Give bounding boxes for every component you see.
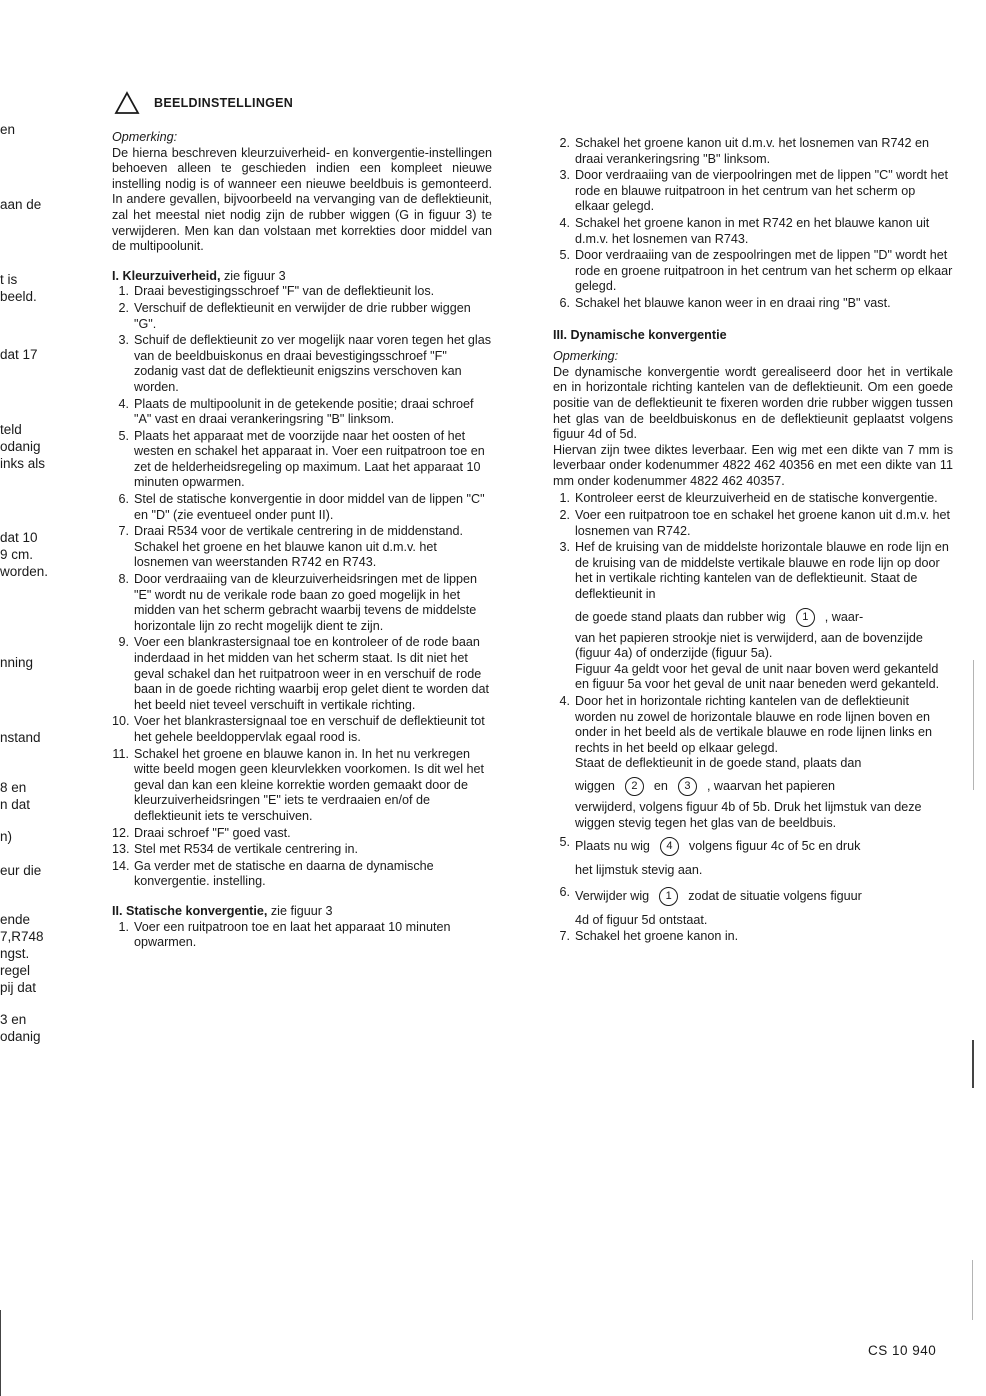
list-item [553, 885, 953, 929]
item-number: 7. [118, 524, 129, 539]
item-number: 4. [559, 215, 570, 230]
item-number: 2. [118, 300, 129, 315]
note-text: De dynamische konvergentie wordt gerealiseerd door het in vertikale en in horizontale richting kantelen van de deflektieunit. Om een goede positie van de deflektieunit te fixeren worden drie rubber wiggen tussen het glas van de beeldbuiskonus en de deflektieunit geplaatst volgens figuur 4d of 5d. [553, 364, 953, 442]
item-text: het lijmstuk stevig aan. [575, 863, 703, 878]
item-text: Schakel het groene kanon uit d.m.v. het losnemen van R742 en draai verankeringsring "B" linksom. [575, 136, 930, 166]
item-line [575, 606, 953, 628]
page-title: BEELDINSTELLINGEN [154, 96, 294, 110]
list-item [112, 301, 492, 332]
item-text: Voer het blankrastersignaal toe en verschuif de deflektieunit tot het gehele beeldoppervlak egaal rood is. [134, 714, 485, 744]
item-text: Kontroleer eerst de kleurzuiverheid en de statische konvergentie. [575, 491, 938, 506]
list-item [112, 635, 492, 713]
margin-fragment: teld odanig inks als [0, 422, 46, 471]
list-item [553, 508, 953, 539]
item-number: 1. [118, 284, 129, 299]
item-text: Verschuif de deflektieunit en verwijder de drie rubber wiggen "G". [134, 300, 471, 331]
item-text: Staat de deflektieunit in de goede stand, plaats dan [575, 756, 862, 771]
statische-steps [112, 920, 492, 951]
margin-fragment: dat 17 [0, 347, 38, 362]
list-item [112, 429, 492, 491]
item-text: 4d of figuur 5d ontstaat. [575, 912, 708, 927]
scan-artifact [973, 660, 974, 790]
list-item [553, 835, 953, 879]
list-item [112, 524, 492, 571]
margin-fragment: 3 en odanig [0, 1012, 41, 1044]
margin-fragment: eur die [0, 863, 42, 878]
section-header [114, 88, 293, 118]
note-text: De hierna beschreven kleurzuiverheid- en konvergentie-instellingen behoeven alleen te geschieden indien een kompleet nieuwe instelling nodig is of wanneer een nieuwe beeldbuis is gemonteerd. In andere gevallen, bijvoorbeeld na vervanging van de deflektieunit, zal het meestal niet nodig zijn de rubber wiggen (G in figuur 3) te verwijderen. Men kan dan volstaan met korrekties door middel van de multipoolunit. [112, 145, 492, 254]
item-text: Stel met R534 de vertikale centrering in. [134, 842, 359, 857]
item-text: Hef de kruising van de middelste horizontale blauwe en rode lijn en de kruising van de middelste vertikale blauwe en rode lijn op door het in vertikale richting kantelen van de deflektieunit. Staat de deflektieunit in [575, 540, 949, 602]
warning-triangle-icon [114, 91, 140, 115]
item-number: 4. [118, 396, 129, 411]
item-number: 13. [112, 842, 130, 857]
section-title: II. Statische konvergentie, [112, 903, 268, 918]
item-text: , waarvan het papieren [706, 778, 836, 793]
item-number: 12. [112, 825, 130, 840]
list-item [553, 216, 953, 247]
item-text: wiggen [575, 778, 615, 793]
item-number: 6. [118, 492, 129, 507]
item-text: Draai bevestigingsschroef "F" van de deflektieunit los. [134, 284, 435, 299]
section-title: I. Kleurzuiverheid, [112, 268, 221, 283]
item-number: 10. [112, 714, 130, 729]
margin-fragment: dat 10 9 cm. worden. [0, 530, 49, 579]
section-reference: zie figuur 3 [267, 903, 333, 918]
item-number: 1. [118, 919, 129, 934]
item-text: de goede stand plaats dan rubber wig [575, 609, 786, 624]
list-item [112, 714, 492, 745]
list-item [112, 492, 492, 523]
list-item [553, 248, 953, 295]
item-number: 9. [118, 635, 129, 650]
item-text: Figuur 4a geldt voor het geval de unit naar boven werd gekanteld en figuur 5a voor het geval de unit naar beneden werd gekanteld. [575, 661, 940, 692]
note-label: Opmerking: [553, 349, 619, 364]
item-number: 2. [559, 136, 570, 150]
item-text: Schakel het groene en blauwe kanon in. In het nu verkregen witte beeld mogen geen kleurvlekken voorkomen. Is dit wel het geval dan kan een kleine korrektie worden gemaakt door de kleurzuiverheidsringen "E" iets te verdraaien en/of de deflektieunit iets te verschuiven. [134, 746, 485, 823]
list-item [553, 694, 953, 831]
item-text: en [653, 778, 668, 793]
item-text: Door verdraaiing van de zespoolringen met de lippen "D" wordt het rode en groene ruitpatroon in het centrum van het scherm op elkaar gelegd. [575, 248, 953, 294]
note-label: Opmerking: [112, 130, 178, 144]
list-item [553, 136, 953, 167]
wedge-2-marker: 2 [625, 777, 644, 796]
item-number: 3. [559, 540, 570, 555]
item-number: 1. [559, 491, 570, 506]
item-text: Door het in horizontale richting kantelen van de deflektieunit worden nu zowel de horizontale blauwe en rode lijnen boven en onder in het beeld als de vertikale blauwe en rode lijnen links en rechts in het beeld op elkaar gelegd. [575, 694, 933, 755]
list-item [553, 929, 953, 945]
item-text: Verwijder wig [575, 888, 650, 903]
item-number: 5. [559, 248, 570, 263]
item-text: Plaats nu wig [575, 839, 650, 854]
item-number: 11. [112, 746, 129, 761]
margin-fragment: nning [0, 655, 34, 670]
left-column [112, 130, 492, 952]
list-item [112, 397, 492, 428]
item-text: van het papieren strookje niet is verwijderd, aan de bovenzijde (figuur 4a) of onderzijde (figuur 5a). [575, 630, 923, 661]
scan-artifact [0, 1310, 1, 1396]
list-item [112, 333, 492, 395]
item-line [575, 775, 953, 797]
right-column [553, 136, 953, 946]
item-number: 4. [559, 694, 570, 708]
list-item [112, 284, 492, 300]
item-number: 5. [118, 428, 129, 443]
item-text: Ga verder met de statische en daarna de dynamische konvergentie. instelling. [134, 858, 434, 889]
item-text: volgens figuur 4c of 5c en druk [688, 839, 861, 854]
item-text: Schakel het blauwe kanon weer in en draai ring "B" vast. [575, 295, 891, 310]
list-item [112, 572, 492, 634]
margin-fragment: ende 7,R748 ngst. regel pij dat [0, 912, 44, 995]
section-heading [112, 269, 492, 285]
list-item [112, 842, 492, 858]
wedge-1-marker: 1 [796, 608, 815, 627]
list-item [112, 859, 492, 890]
scan-artifact [972, 1260, 973, 1320]
item-text: verwijderd, volgens figuur 4b of 5b. Druk het lijmstuk van deze wiggen stevig tegen het glas van de beeldbuis. [575, 799, 922, 830]
wedge-4-marker: 4 [660, 837, 679, 856]
item-text: Schakel het groene kanon in met R742 en het blauwe kanon uit d.m.v. het losnemen van R743. [575, 215, 930, 246]
item-number: 8. [118, 572, 129, 587]
item-text: Door verdraaiing van de kleurzuiverheidsringen met de lippen "E" wordt nu de verikale rode baan zo goed mogelijk in het midden van het scherm gebracht waarbij tevens de middelste horizontale lijn zo recht mogelijk dient te zijn. [134, 572, 478, 633]
item-text: Door verdraaiing van de vierpoolringen met de lippen "C" wordt het rode en blauwe ruitpatroon in het centrum van het scherm op elkaar gelegd. [575, 168, 948, 214]
section-title: III. Dynamische konvergentie [553, 327, 727, 342]
list-item [112, 826, 492, 842]
section-heading [112, 904, 492, 920]
wedge-1-marker: 1 [659, 887, 678, 906]
item-number: 6. [559, 295, 570, 310]
document-code: CS 10 940 [868, 1343, 937, 1358]
margin-fragment: nstand [0, 730, 41, 745]
item-text: Voer een ruitpatroon toe en laat het apparaat 10 minuten opwarmen. [134, 919, 451, 950]
margin-fragment: n) [0, 829, 13, 844]
list-item [553, 296, 953, 312]
scan-artifact [972, 1040, 974, 1088]
list-item [553, 540, 953, 693]
margin-fragment: aan de [0, 197, 42, 212]
dynamische-steps [553, 491, 953, 944]
wedge-3-marker: 3 [678, 777, 697, 796]
item-number: 3. [559, 168, 570, 183]
item-text: Schakel het groene kanon in. [575, 929, 739, 944]
item-number: 5. [559, 835, 570, 850]
item-text: Plaats de multipoolunit in de getekende positie; draai schroef "A" vast en draai verankeringsring "B" linksom. [134, 396, 474, 427]
item-text: Schuif de deflektieunit zo ver mogelijk naar voren tegen het glas van de beeldbuiskonus en draai bevestigingsschroef "F" zodanig vast dat de deflektieunit enigszins verschoven kan worden. [134, 333, 492, 394]
margin-fragment: t is beeld. [0, 272, 37, 304]
item-text: zodat de situatie volgens figuur [688, 888, 862, 903]
item-text: Stel de statische konvergentie in door middel van de lippen "C" en "D" (zie eventueel onder punt II). [134, 492, 485, 522]
list-item [553, 168, 953, 215]
item-line [575, 889, 862, 903]
item-text: Plaats het apparaat met de voorzijde naar het oosten of het westen en schakel het apparaat in. Voer een ruitpatroon toe en zet de helderheidsregeling op maximum. Laat het apparaat 10 minuten opwarmen. [134, 428, 485, 490]
margin-fragment: 8 en n dat [0, 780, 31, 812]
note-text: Hiervan zijn twee diktes leverbaar. Een wig met een dikte van 7 mm is leverbaar onder kodenummer 4822 462 40356 en met een dikte van 11 mm onder kodenummer 4822 462 40357. [553, 442, 953, 488]
kleurzuiverheid-steps [112, 284, 492, 890]
item-number: 3. [118, 333, 129, 348]
item-line [575, 839, 860, 853]
item-number: 6. [559, 884, 570, 899]
list-item [112, 747, 492, 825]
item-number: 14. [112, 858, 130, 873]
item-text: Draai R534 voor de vertikale centrering in de middenstand. Schakel het groene en het blauwe kanon uit d.m.v. het losnemen van weerstanden R742 en R743. [134, 524, 464, 570]
list-item [553, 491, 953, 507]
item-text: Voer een blankrastersignaal toe en kontroleer of de rode baan inderdaad in het midden van het scherm staat. Is dit niet het geval schakel dan het ruitpatroon weer in en verschuif de rode baan in de goede richting waarbij erop gelet dient te worden dat het beeld niet teveel verschuift in vertikale richting. [134, 635, 489, 712]
item-text: , waar- [824, 609, 864, 624]
item-text: Draai schroef "F" goed vast. [134, 825, 291, 840]
list-item [112, 920, 492, 951]
margin-fragment: en [0, 122, 16, 137]
statische-steps-continued [553, 136, 953, 312]
item-number: 2. [559, 508, 570, 523]
item-number: 7. [559, 929, 570, 944]
section-reference: zie figuur 3 [220, 268, 286, 283]
item-text: Voer een ruitpatroon toe en schakel het groene kanon uit d.m.v. het losnemen van R742. [575, 508, 951, 538]
